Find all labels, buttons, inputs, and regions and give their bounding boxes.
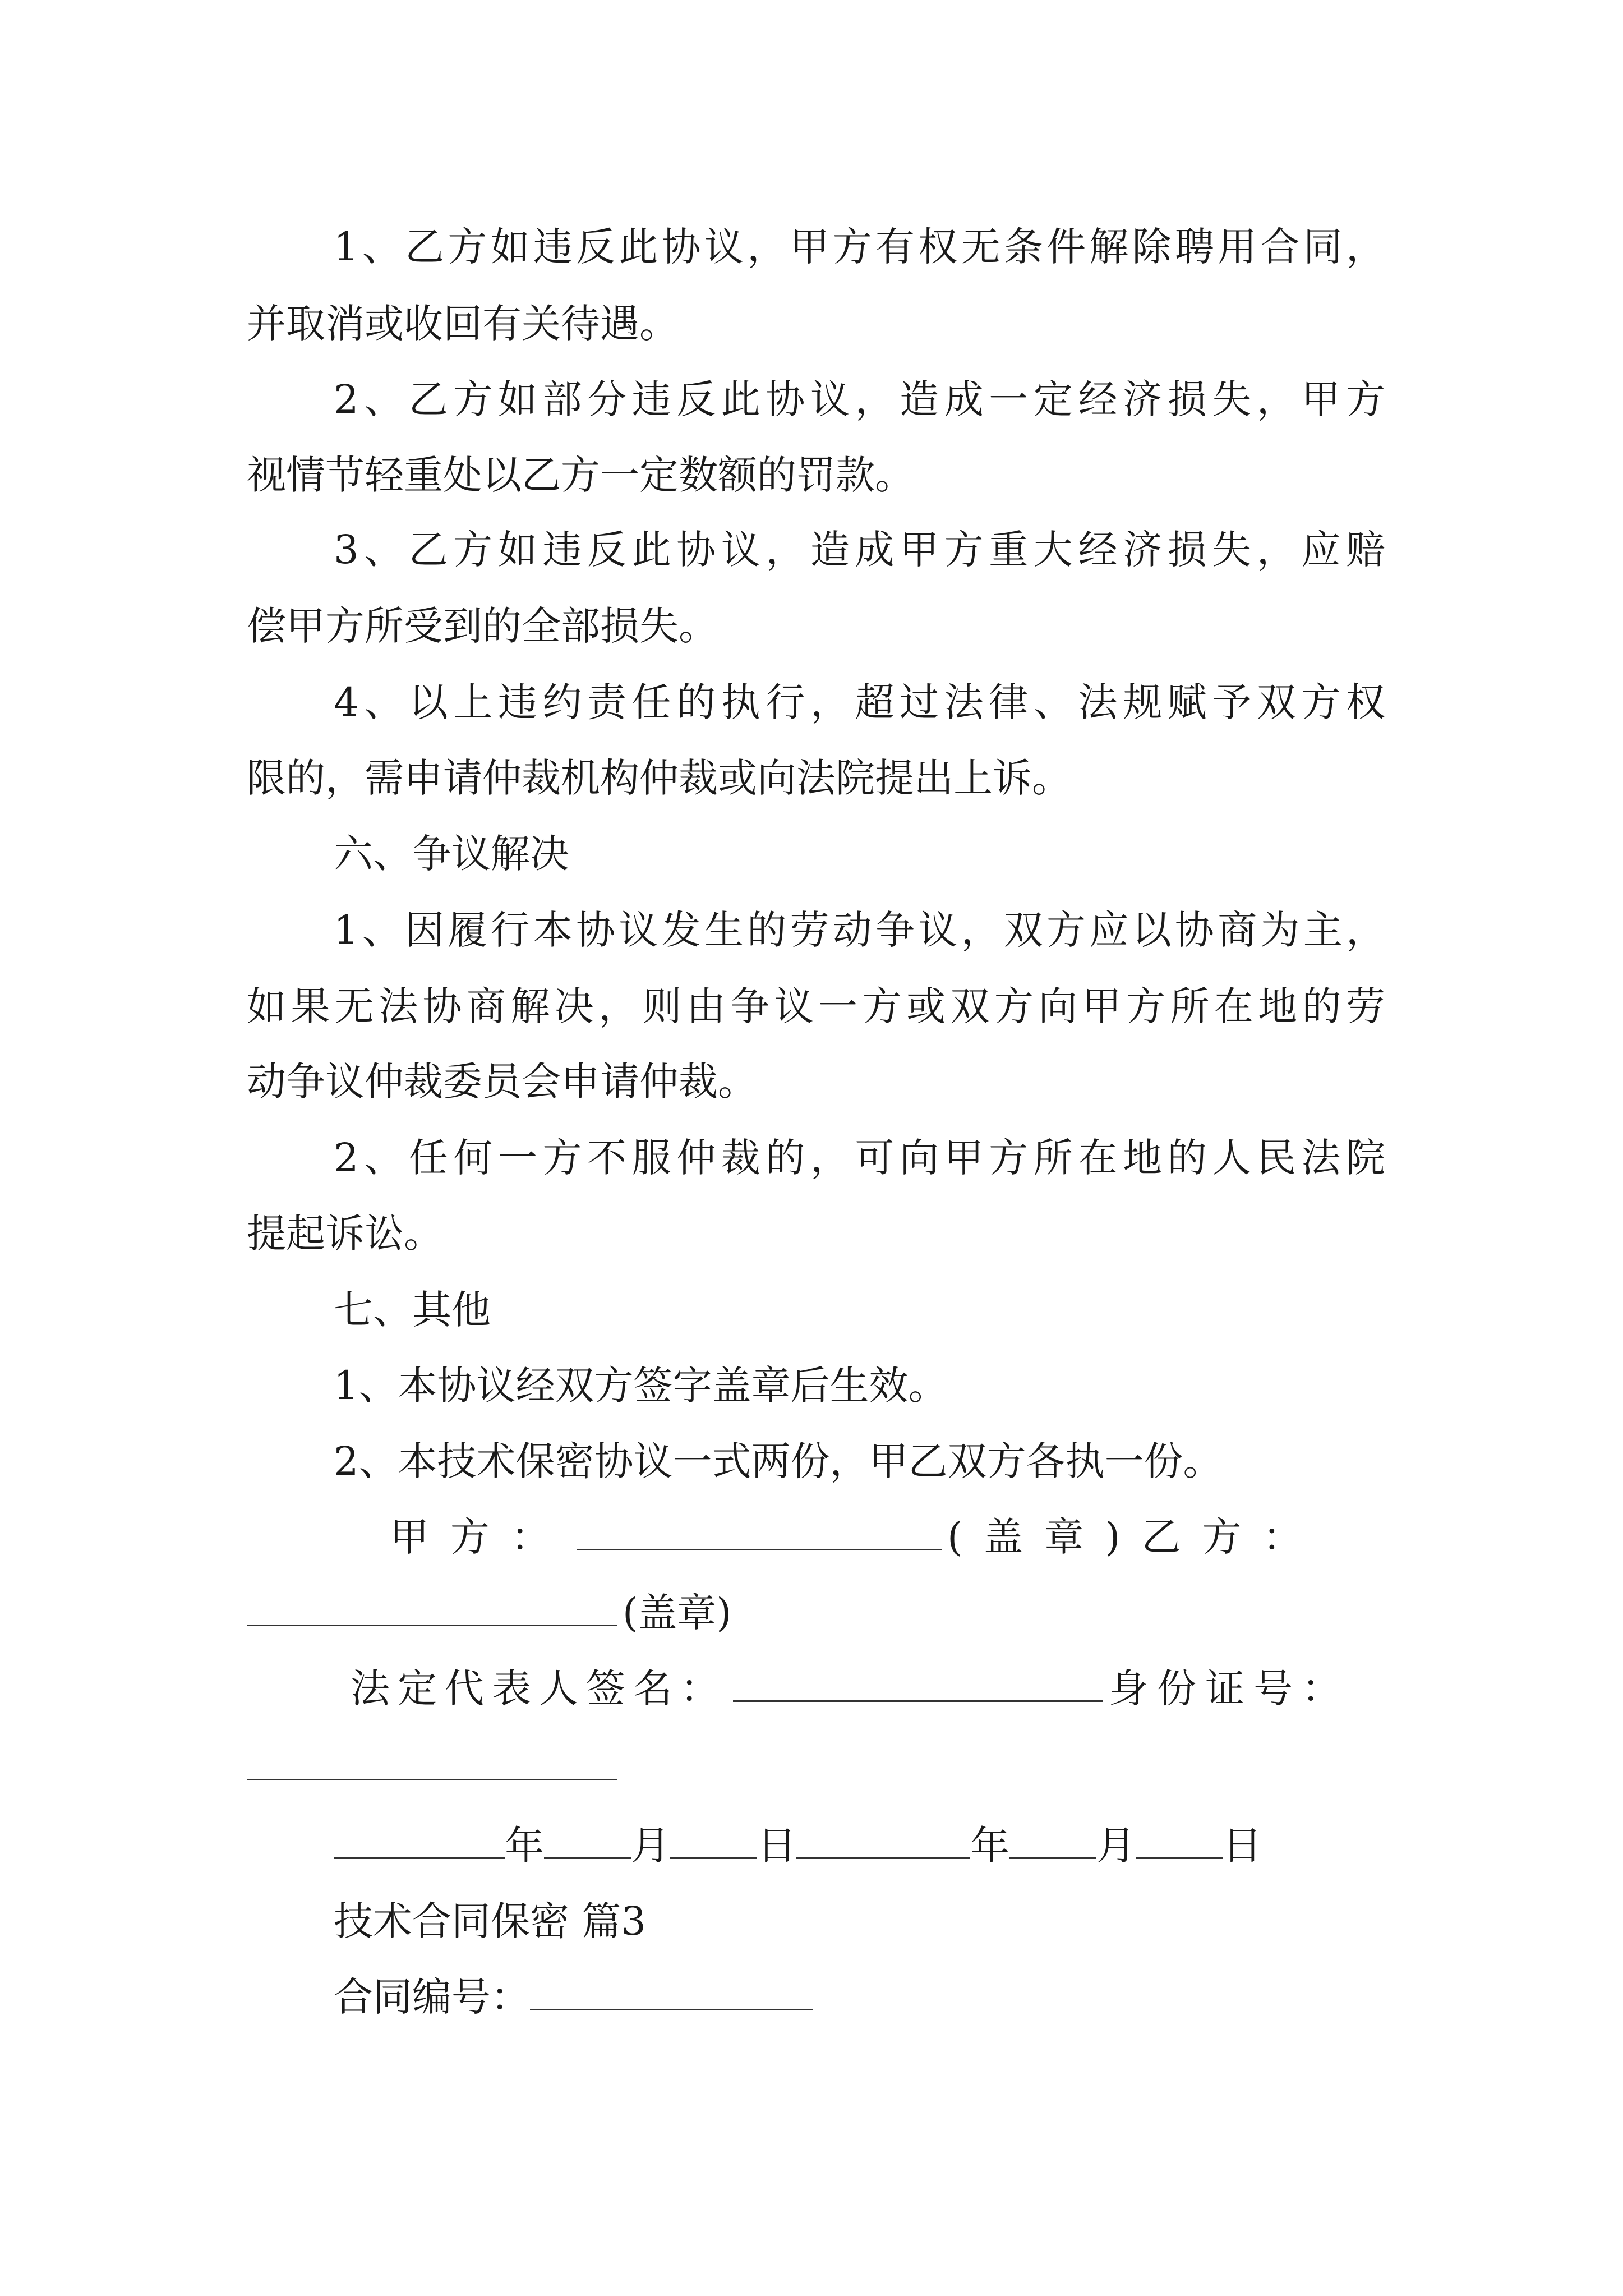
- clause-5-1-line-1: 1、乙方如违反此协议，甲方有权无条件解除聘用合同，: [334, 224, 1385, 270]
- signature-row-party-b: [247, 1585, 1385, 1641]
- party-b-label: 乙方：: [1141, 1514, 1324, 1560]
- party-b-seal-label: (盖章): [623, 1590, 732, 1636]
- signature-row-parties: [390, 1509, 1385, 1565]
- signature-row-representative: [351, 1660, 1385, 1717]
- contract-number-blank: [530, 1975, 813, 2010]
- date-a-month-blank: [544, 1824, 631, 1859]
- party-a-label: 甲方：: [390, 1514, 571, 1560]
- id-label: 身份证号：: [1109, 1665, 1350, 1711]
- date-a-day-blank: [670, 1824, 757, 1859]
- rep-label: 法定代表人签名：: [351, 1665, 727, 1711]
- party-a-signature-blank: [577, 1515, 942, 1550]
- clause-5-3-line-1: 3、乙方如违反此协议，造成甲方重大经济损失，应赔: [334, 527, 1385, 573]
- date-b-day-blank: [1136, 1824, 1223, 1859]
- clause-6-2-line-1: 2、任何一方不服仲裁的，可向甲方所在地的人民法院: [334, 1135, 1385, 1181]
- date-a-year-blank: [334, 1824, 505, 1859]
- clause-6-1-line-1: 1、因履行本协议发生的劳动争议，双方应以协商为主，: [334, 907, 1385, 953]
- signature-row-dates: [334, 1818, 1385, 1874]
- clause-6-1-line-2: 如果无法协商解决，则由争议一方或双方向甲方所在地的劳: [247, 983, 1385, 1029]
- clause-5-1-line-2: 并取消或收回有关待遇。: [247, 301, 679, 347]
- clause-5-2-line-1: 2、乙方如部分违反此协议，造成一定经济损失，甲方: [334, 376, 1385, 422]
- section-heading-dispute: 六、争议解决: [334, 831, 569, 877]
- date-b-year-blank: [796, 1824, 970, 1859]
- date-a-year-label: 年: [505, 1823, 544, 1869]
- contract-number-label: 合同编号：: [334, 1974, 530, 2020]
- signature-row-id: [247, 1739, 1385, 1795]
- id-number-blank: [247, 1745, 617, 1780]
- rep-signature-blank: [733, 1667, 1103, 1702]
- clause-5-2-line-2: 视情节轻重处以乙方一定数额的罚款。: [247, 452, 914, 498]
- party-a-seal-label: (盖章): [947, 1514, 1142, 1560]
- clause-5-4-line-2: 限的，需申请仲裁机构仲裁或向法院提出上诉。: [247, 755, 1071, 801]
- date-b-month-label: 月: [1096, 1823, 1136, 1869]
- section-heading-other: 七、其他: [334, 1287, 491, 1333]
- date-a-day-label: 日: [757, 1823, 796, 1869]
- next-section-title: 技术合同保密 篇3: [334, 1898, 646, 1944]
- clause-6-2-line-2: 提起诉讼。: [247, 1211, 443, 1257]
- clause-5-4-line-1: 4、以上违约责任的执行，超过法律、法规赋予双方权: [334, 679, 1385, 725]
- clause-5-3-line-2: 偿甲方所受到的全部损失。: [247, 603, 718, 649]
- date-a-month-label: 月: [631, 1823, 670, 1869]
- date-b-month-blank: [1009, 1824, 1096, 1859]
- clause-7-2: 2、本技术保密协议一式两份，甲乙双方各执一份。: [334, 1438, 1223, 1484]
- clause-6-1-line-3: 动争议仲裁委员会申请仲裁。: [247, 1059, 757, 1105]
- date-b-day-label: 日: [1223, 1823, 1262, 1869]
- party-b-signature-blank: [247, 1591, 617, 1626]
- clause-7-1: 1、本协议经双方签字盖章后生效。: [334, 1363, 948, 1409]
- contract-number-row: [334, 1969, 1385, 2025]
- date-b-year-label: 年: [970, 1823, 1009, 1869]
